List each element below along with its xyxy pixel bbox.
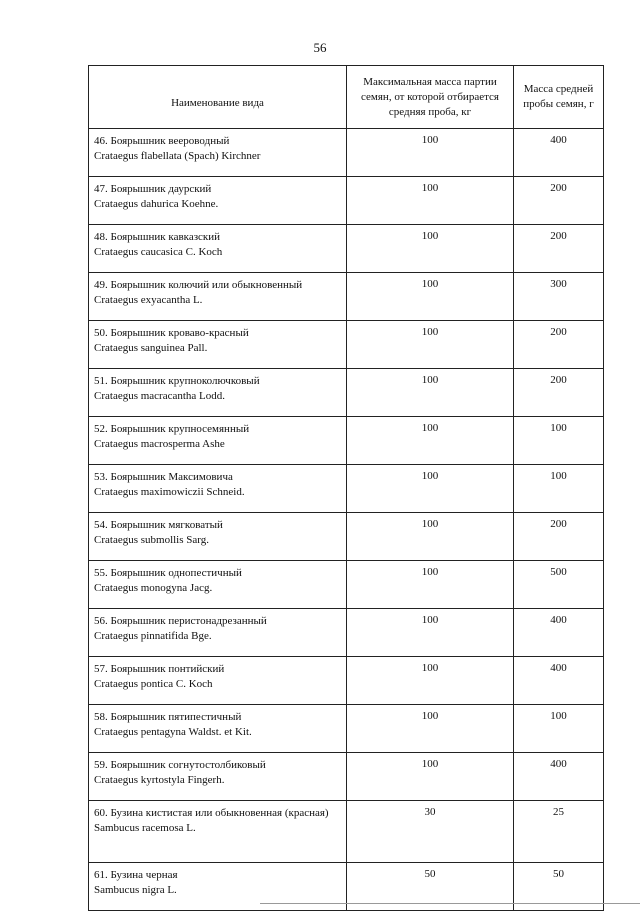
max-lot-mass-cell: 100 <box>347 561 514 609</box>
species-name-ru: 52. Боярышник крупносемянный <box>94 423 250 435</box>
species-name-lat: Crataegus flabellata (Spach) Kirchner <box>94 150 261 162</box>
species-cell <box>89 705 347 753</box>
header-sample-mass <box>514 66 604 129</box>
sample-mass-cell: 50 <box>514 863 604 911</box>
max-lot-mass-cell: 100 <box>347 705 514 753</box>
table-row <box>89 753 604 801</box>
sample-mass-cell: 200 <box>514 225 604 273</box>
max-lot-mass-cell: 100 <box>347 465 514 513</box>
species-cell <box>89 129 347 177</box>
table-row <box>89 225 604 273</box>
sample-mass-cell: 400 <box>514 657 604 705</box>
species-name-ru: 46. Боярышник веероводный <box>94 135 230 147</box>
max-lot-mass-cell: 100 <box>347 369 514 417</box>
page-number: 56 <box>313 40 327 55</box>
species-cell <box>89 417 347 465</box>
species-name-ru: 54. Боярышник мягковатый <box>94 519 223 531</box>
species-name-lat: Crataegus pontica C. Koch <box>94 678 213 690</box>
max-lot-mass-cell: 100 <box>347 321 514 369</box>
table-row <box>89 705 604 753</box>
species-name-ru: 57. Боярышник понтийский <box>94 663 225 675</box>
species-cell <box>89 609 347 657</box>
sample-mass-cell: 25 <box>514 801 604 863</box>
species-name-lat: Crataegus pinnatifida Bge. <box>94 630 212 642</box>
max-lot-mass-cell: 100 <box>347 177 514 225</box>
species-cell <box>89 513 347 561</box>
species-name-ru: 51. Боярышник крупноколючковый <box>94 375 260 387</box>
table-row <box>89 177 604 225</box>
sample-mass-cell: 100 <box>514 705 604 753</box>
species-cell <box>89 753 347 801</box>
sample-mass-cell: 500 <box>514 561 604 609</box>
species-cell <box>89 225 347 273</box>
table-row <box>89 513 604 561</box>
max-lot-mass-cell: 30 <box>347 801 514 863</box>
species-name-lat: Crataegus dahurica Koehne. <box>94 198 219 210</box>
sample-mass-cell: 400 <box>514 609 604 657</box>
sample-mass-cell: 200 <box>514 369 604 417</box>
species-name-lat: Sambucus nigra L. <box>94 884 177 896</box>
max-lot-mass-cell: 100 <box>347 513 514 561</box>
sample-mass-cell: 400 <box>514 753 604 801</box>
species-name-ru: 53. Боярышник Максимовича <box>94 471 233 483</box>
species-name-lat: Crataegus kyrtostyla Fingerh. <box>94 774 225 786</box>
bottom-edge-line <box>260 903 640 904</box>
max-lot-mass-cell: 100 <box>347 225 514 273</box>
sample-mass-cell: 200 <box>514 513 604 561</box>
species-name-lat: Crataegus pentagyna Waldst. et Kit. <box>94 726 252 738</box>
header-species <box>89 66 347 129</box>
max-lot-mass-cell: 100 <box>347 609 514 657</box>
sample-mass-cell: 200 <box>514 177 604 225</box>
table-row <box>89 657 604 705</box>
species-name-ru: 56. Боярышник перистонадрезанный <box>94 615 267 627</box>
sample-mass-cell: 100 <box>514 417 604 465</box>
header-max-lot-mass <box>347 66 514 129</box>
sample-mass-cell: 200 <box>514 321 604 369</box>
species-name-lat: Crataegus macracantha Lodd. <box>94 390 226 402</box>
table-row <box>89 561 604 609</box>
species-name-ru: 49. Боярышник колючий или обыкновенный <box>94 279 303 291</box>
species-cell <box>89 657 347 705</box>
species-name-ru: 59. Боярышник согнутостолбиковый <box>94 759 266 771</box>
species-name-ru: 47. Боярышник даурский <box>94 183 212 195</box>
max-lot-mass-cell: 100 <box>347 417 514 465</box>
species-cell <box>89 273 347 321</box>
species-cell <box>89 801 347 863</box>
table-row <box>89 801 604 863</box>
table-row <box>89 369 604 417</box>
species-name-ru: 60. Бузина кистистая или обыкновенная (красная) <box>94 807 329 819</box>
species-cell <box>89 561 347 609</box>
sample-mass-cell: 300 <box>514 273 604 321</box>
species-name-lat: Crataegus exyacantha L. <box>94 294 203 306</box>
species-name-lat: Sambucus racemosa L. <box>94 822 196 834</box>
species-name-lat: Crataegus maximowiczii Schneid. <box>94 486 245 498</box>
species-name-lat: Crataegus monogyna Jacg. <box>94 582 213 594</box>
species-cell <box>89 465 347 513</box>
table-header <box>89 66 604 129</box>
table-row <box>89 321 604 369</box>
species-table <box>88 65 604 911</box>
species-cell <box>89 321 347 369</box>
species-name-ru: 55. Боярышник однопестичный <box>94 567 242 579</box>
table-row <box>89 465 604 513</box>
species-name-lat: Crataegus submollis Sarg. <box>94 534 209 546</box>
species-cell <box>89 177 347 225</box>
species-name-lat: Crataegus macrosperma Ashe <box>94 438 225 450</box>
table-row <box>89 417 604 465</box>
table-row <box>89 609 604 657</box>
header-row <box>89 66 604 129</box>
species-name-lat: Crataegus caucasica C. Koch <box>94 246 223 258</box>
header-sample-mass-text: Масса средней пробы семян, г <box>523 83 594 110</box>
species-name-ru: 61. Бузина черная <box>94 869 178 881</box>
species-name-ru: 48. Боярышник кавказский <box>94 231 221 243</box>
max-lot-mass-cell: 100 <box>347 657 514 705</box>
species-name-ru: 50. Боярышник кроваво-красный <box>94 327 249 339</box>
species-cell <box>89 369 347 417</box>
sample-mass-cell: 400 <box>514 129 604 177</box>
table-body <box>89 129 604 911</box>
table-row <box>89 273 604 321</box>
sample-mass-cell: 100 <box>514 465 604 513</box>
max-lot-mass-cell: 50 <box>347 863 514 911</box>
max-lot-mass-cell: 100 <box>347 273 514 321</box>
max-lot-mass-cell: 100 <box>347 129 514 177</box>
species-name-ru: 58. Боярышник пятипестичный <box>94 711 242 723</box>
table-row <box>89 129 604 177</box>
max-lot-mass-cell: 100 <box>347 753 514 801</box>
header-species-text: Наименование вида <box>171 96 264 109</box>
species-name-lat: Crataegus sanguinea Pall. <box>94 342 208 354</box>
header-max-lot-mass-text: Максимальная масса партии семян, от которой отбирается средняя проба, кг <box>361 75 499 118</box>
